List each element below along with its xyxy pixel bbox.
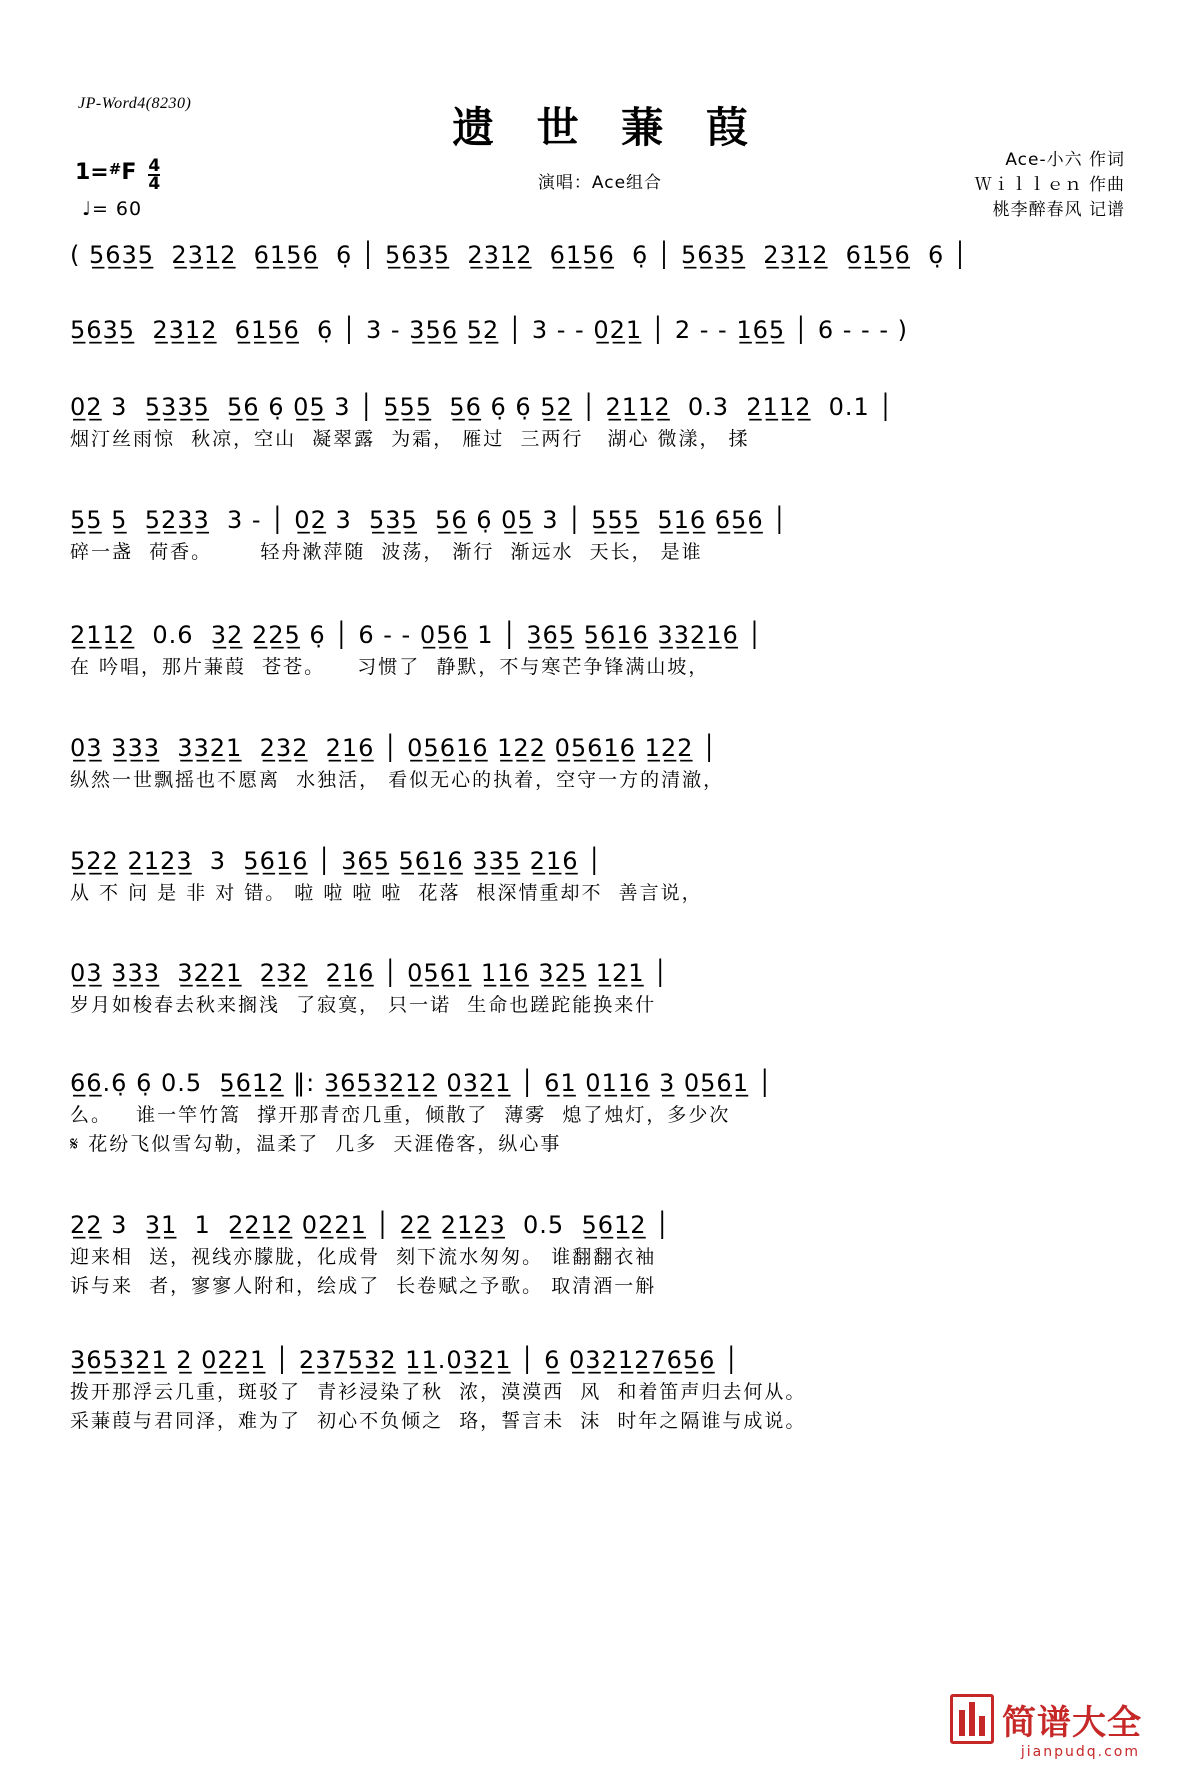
score-notes: 6̲6̲.6̣ 6̣ 0.5 5̲6̲1̲2̲ ‖: 3̲6̲5̲3̲2̲1̲2̲ 0̲3̲2̲1̲ │ 6̲1̲ 0̲1̲1̲6̲ 3̲ 0̲5̲6̲1̲ │ <box>70 1069 774 1097</box>
score-lyrics: 在 吟唱，那片蒹葭 苍苍。 习惯了 静默，不与寒芒争锋满山坡， <box>70 656 710 678</box>
score-line-3 <box>70 392 1130 453</box>
credit-composer: Ｗｉｌｌｅｎ 作曲 <box>974 175 1125 195</box>
music-bars-icon <box>950 1694 994 1744</box>
credits-block <box>975 148 1125 223</box>
key-label: 1= <box>75 160 109 185</box>
score-notes: 5̲5̲ 5̲ 5̲2̲3̲3̲ 3 - │ 0̲2̲ 3 5̲3̲5̲ 5̲6̲ 6̣ 0̲5̲ 3 │ 5̲5̲5̲ 5̲1̲6̲ 6̲5̲6̲ │ <box>70 506 788 534</box>
score-line-11 <box>70 1345 1130 1435</box>
score-line-8 <box>70 958 1130 1019</box>
score-lyrics: 碎一盏 荷香。 轻舟漱萍随 波荡， 渐行 渐远水 天长， 是谁 <box>70 541 703 563</box>
score-lyrics: 岁月如梭春去秋来搁浅 了寂寞， 只一诺 生命也蹉跎能换来什 <box>70 994 657 1016</box>
watermark-site: jianpudq.com <box>1020 1744 1140 1760</box>
score-line-5 <box>70 620 1130 681</box>
score-line-1 <box>70 240 1130 270</box>
score-lyrics-verse2: 𝄋 花纷飞似雪勾勒，温柔了 几多 天涯倦客，纵心事 <box>70 1133 562 1155</box>
score-notes: 0̲3̲ 3̲3̲3̲ 3̲3̲2̲1̲ 2̲3̲2̲ 2̲1̲6̲ │ 0̲5̲6̲1̲6̲ 1̲2̲2̲ 0̲5̲6̲1̲6̲ 1̲2̲2̲ │ <box>70 734 718 762</box>
score-notes: 2̲1̲1̲2̲ 0.6 3̲2̲ 2̲2̲5̲ 6̣ │ 6 - - 0̲5̲6̲ 1 │ 3̲6̲5̲ 5̲6̲1̲6̲ 3̲3̲2̲1̲6̲ │ <box>70 621 763 649</box>
time-signature <box>148 156 161 194</box>
time-signature-denominator: 4 <box>148 174 161 194</box>
score-lyrics: 从 不 问 是 非 对 错。 啦 啦 啦 啦 花落 根深情重却不 善言说， <box>70 882 703 904</box>
score-notes: 5̲6̲3̲5̲ 2̲3̲1̲2̲ 6̲1̲5̲6̲ 6̣ │ 3 - 3̲5̲6̲ 5̲2̲ │ 3 - - 0̲2̲1̲ │ 2 - - 1̲6̲5̲ │ 6 - - - ) <box>70 316 908 344</box>
score-lyrics: 迎来相 送，视线亦朦胧，化成骨 刻下流水匆匆。 谁翻翻衣袖 <box>70 1246 657 1268</box>
score-notes: 0̲3̲ 3̲3̲3̲ 3̲2̲2̲1̲ 2̲3̲2̲ 2̲1̲6̲ │ 0̲5̲6̲1̲ 1̲1̲6̲ 3̲2̲5̲ 1̲2̲1̲ │ <box>70 959 669 987</box>
watermark-logo <box>950 1694 1142 1744</box>
key-note: F <box>121 160 137 185</box>
page-title: 遗 世 蒹 葭 <box>452 103 762 152</box>
credit-transcriber: 桃李醉春风 记谱 <box>992 200 1125 220</box>
watermark-brand: 简谱大全 <box>1002 1702 1142 1743</box>
credit-lyricist: Ace-小六 作词 <box>1005 150 1125 170</box>
key-accidental: # <box>108 160 122 178</box>
score-notes: 3̲6̲5̲3̲2̲1̲ 2̲ 0̲2̲2̲1̲ │ 2̲3̲7̲5̲3̲2̲ 1̲1̲.0̲3̲2̲1̲ │ 6̲ 0̲3̲2̲1̲2̲7̲6̲5̲6̲ │ <box>70 1346 740 1374</box>
score-notes: 2̲2̲ 3 3̲1̲ 1 2̲2̲1̲2̲ 0̲2̲2̲1̲ │ 2̲2̲ 2̲1̲2̲3̲ 0.5 5̲6̲1̲2̲ │ <box>70 1211 671 1239</box>
time-signature-numerator: 4 <box>148 156 161 176</box>
score-line-7 <box>70 846 1130 907</box>
score-line-2 <box>70 315 1130 345</box>
score-lyrics: 拨开那浮云几重，斑驳了 青衫浸染了秋 浓，漠漠西 风 和着笛声归去何从。 <box>70 1381 807 1403</box>
score-line-6 <box>70 733 1130 794</box>
document-code: JP-Word4(8230) <box>78 95 192 112</box>
score-lyrics-verse2: 诉与来 者，寥寥人附和，绘成了 长卷赋之予歌。 取清酒一斛 <box>70 1275 657 1297</box>
score-line-10 <box>70 1210 1130 1300</box>
score-notes: 5̲2̲2̲ 2̲1̲2̲3̲ 3 5̲6̲1̲6̲ │ 3̲6̲5̲ 5̲6̲1̲6̲ 3̲3̲5̲ 2̲1̲6̲ │ <box>70 847 603 875</box>
score-lyrics: 烟汀丝雨惊 秋凉，空山 凝翠露 为霜， 雁过 三两行 湖心 微漾， 揉 <box>70 428 750 450</box>
score-notes: 0̲2̲ 3 5̲3̲3̲5̲ 5̲6̲ 6̣ 0̲5̲ 3 │ 5̲5̲5̲ 5̲6̲ 6̣ 6̣ 5̲2̲ │ 2̲1̲1̲2̲ 0.3 2̲1̲1̲2̲ 0.1 │ <box>70 393 894 421</box>
score-lyrics-verse2: 采蒹葭与君同泽，难为了 初心不负倾之 珞，誓言未 沫 时年之隔谁与成说。 <box>70 1410 807 1432</box>
score-line-9 <box>70 1068 1130 1158</box>
score-lyrics: 纵然一世飘摇也不愿离 水独活， 看似无心的执着，空守一方的清澈， <box>70 769 725 791</box>
score-lyrics: 么。 谁一竿竹篙 撑开那青峦几重，倾散了 薄雾 熄了烛灯，多少次 <box>70 1104 731 1126</box>
tempo-marking: ♩= 60 <box>82 198 143 220</box>
singer-label: 演唱：Ace组合 <box>537 173 663 193</box>
score-line-4 <box>70 505 1130 566</box>
score-notes: ( 5̲6̲3̲5̲ 2̲3̲1̲2̲ 6̲1̲5̲6̲ 6̣ │ 5̲6̲3̲5̲ 2̲3̲1̲2̲ 6̲1̲5̲6̲ 6̣ │ 5̲6̲3̲5̲ 2̲3̲1̲2̲ 6̲1̲5̲6̲ 6̣ │ <box>70 241 969 269</box>
key-signature <box>75 156 161 194</box>
